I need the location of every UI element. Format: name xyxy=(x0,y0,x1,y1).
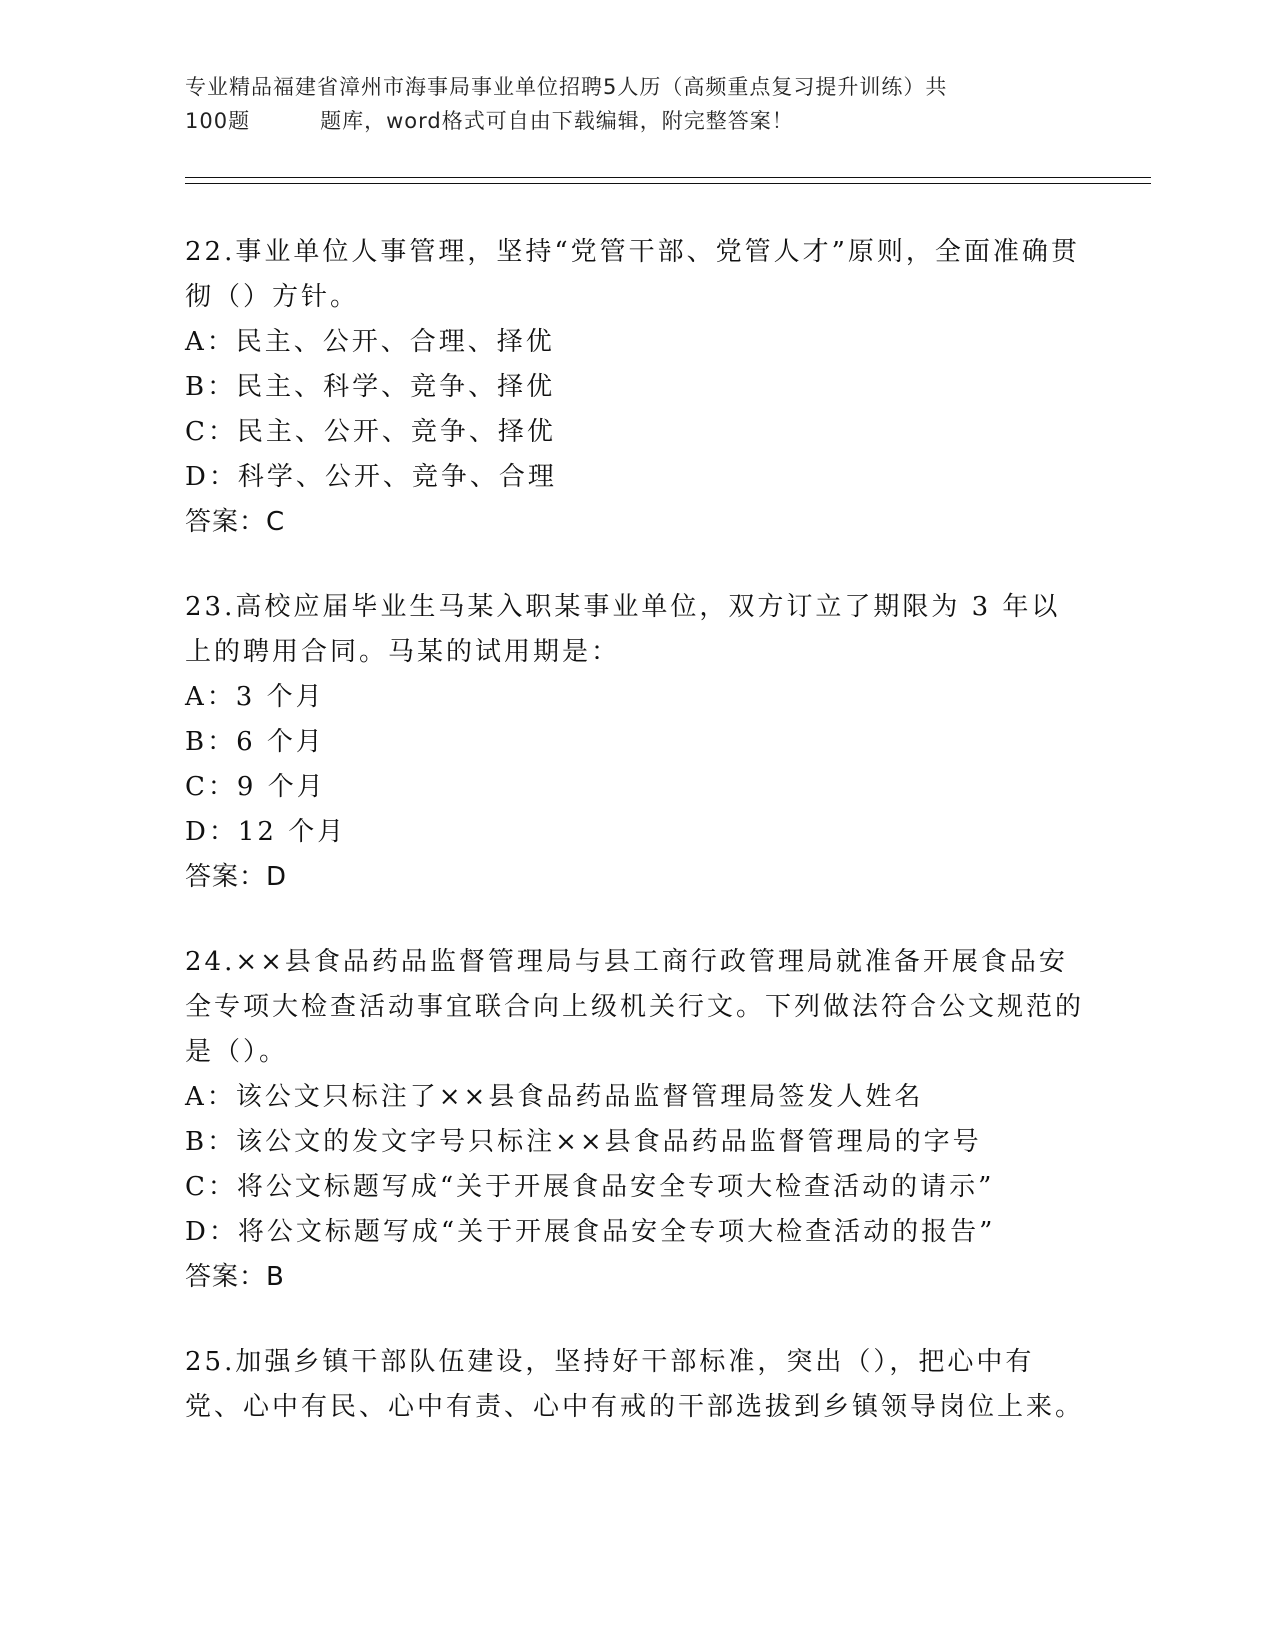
option-d: D：12 个月 xyxy=(185,817,347,847)
option-a: A：该公文只标注了××县食品药品监督管理局签发人姓名 xyxy=(185,1082,924,1112)
header-divider-top xyxy=(185,177,1151,178)
option-b: B：该公文的发文字号只标注××县食品药品监督管理局的字号 xyxy=(185,1127,982,1157)
header-question-count: 100题 xyxy=(185,109,251,133)
question-23 xyxy=(185,585,1085,900)
option-a: A：民主、公开、合理、择优 xyxy=(185,327,555,357)
question-text: 23.高校应届毕业生马某入职某事业单位，双方订立了期限为 3 年以上的聘用合同。马某的试用期是： xyxy=(185,592,1061,667)
option-b: B：6 个月 xyxy=(185,727,325,757)
document-header xyxy=(185,70,1085,138)
option-c: C：民主、公开、竞争、择优 xyxy=(185,417,556,447)
question-25 xyxy=(185,1340,1085,1430)
option-b: B：民主、科学、竞争、择优 xyxy=(185,372,556,402)
option-c: C：9 个月 xyxy=(185,772,326,802)
question-22 xyxy=(185,230,1085,545)
option-d: D：科学、公开、竞争、合理 xyxy=(185,462,557,492)
option-a: A：3 个月 xyxy=(185,682,325,712)
header-line-1: 专业精品福建省漳州市海事局事业单位招聘5人历（高频重点复习提升训练）共 xyxy=(185,75,948,99)
question-text: 25.加强乡镇干部队伍建设，坚持好干部标准，突出（），把心中有党、心中有民、心中有责、心中有戒的干部选拔到乡镇领导岗位上来。 xyxy=(185,1347,1085,1422)
answer: 答案：C xyxy=(185,507,286,537)
question-24 xyxy=(185,940,1085,1300)
header-description: 题库，word格式可自由下载编辑，附完整答案！ xyxy=(320,109,794,133)
question-list xyxy=(185,230,1085,1470)
answer: 答案：D xyxy=(185,862,288,892)
question-text: 22.事业单位人事管理，坚持“党管干部、党管人才”原则，全面准确贯彻（）方针。 xyxy=(185,237,1080,312)
option-c: C：将公文标题写成“关于开展食品安全专项大检查活动的请示” xyxy=(185,1172,995,1202)
answer: 答案：B xyxy=(185,1262,285,1292)
option-d: D：将公文标题写成“关于开展食品安全专项大检查活动的报告” xyxy=(185,1217,996,1247)
question-text: 24.××县食品药品监督管理局与县工商行政管理局就准备开展食品安全专项大检查活动事宜联合向上级机关行文。下列做法符合公文规范的是（）。 xyxy=(185,947,1085,1067)
header-line-2 xyxy=(185,104,1085,138)
header-divider-bottom xyxy=(185,183,1151,184)
